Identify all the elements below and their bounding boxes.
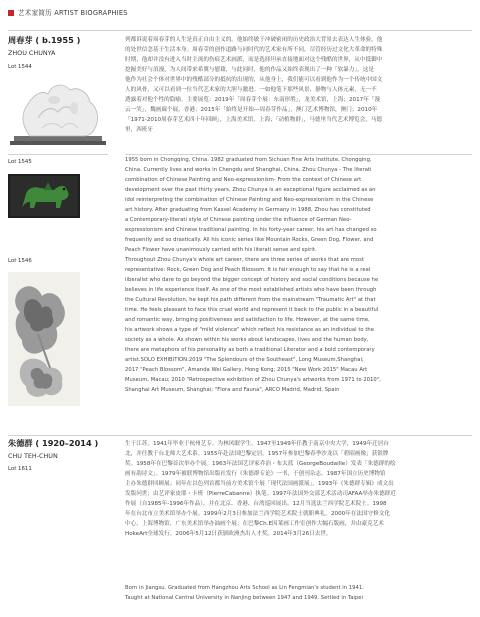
lot-label: Lot 1544: [8, 64, 32, 70]
lot-label: Lot 1546: [8, 258, 32, 264]
artist1-bio-en: 1955 born in Chongqing, China. 1982 graduated from Sichuan Fine Arts Institute, Chongqing, China. Currently lives and works in Chengdu and Shanghai, China. Zhou Chunya - The literati combination of Chinese Painting and Neo-expressionism- From the context of Chinese art development over the past thirty years, Zhou Chunya is an exceptional figure acclaimed as an idol reinterpreting the combination of Chinese Painting and Neo-expressionism in the Chinese art history. After graduating from Kassel Academy in Germany in 1988, Zhou has constituted a Contemporary-literati style of Chinese painting under the influence of German Neo- expressionism and Chinese traditional painting. In his forty-year career, his art has changed so frequently and so drastically. All his iconic series like Mountain Rocks, Green Dog, Flower, and Peach Flower have unanimously carried with his literati sense and spirit. Throughout Zhou Chunya's whole art career, there are three series of works that are most representative: Rock, Green Dog and Peach Blossom. It is fair enough to say that he is a real liberalist who dare to go beyond the bigger concept of history and social conditions because he believes in life experience itself. As one of the most established artists who have been through the Cultural Revolution, he kept his path different from the mainstream "Traumatic Art" at that time. He feels pleasant to face this cruel world and represent it back to the public in a beautiful and romantic way, bringing positiveness and satisfaction to life. However, at the same time, his artwork shows a type of "mild violence" which reflect his resistance as an individual to the society as a whole. As shown within his works about landscapes, lives and the human body, there are metaphors of his personality as both a traditional Literator and a bold contemporary artist.SOLO EXHIBITION:2019 "The Splendours of the Southeast", Long Museum,Shanghai; 2017 "Peach Blossom", Amanda Wei Gallery, Hong Kong; 2015 "New Work 2015" Macau Art Museum, Macau; 2010 "Retrospective exhibition of Zhou Chunya's artworks from 1971 to 2010", Shanghai Art Museum, Shanghai; "Flora and Fauna", ARCO Madrid, Madrid, Spain: [125, 157, 381, 393]
artist2-bio-zh: 生于江苏。1941年毕业于杭州艺专，为林风眠学生。1947至1949年任教于南京中央大学，1949年迁居台 北，并任教于台北师大艺术系。1955年赴法国巴黎定居。1957年参加巴黎春季沙龙以「碧昭画像」获银牌 奖。1958年在巴黎首次举办个展。1963年法国艺评家乔治・布太蓝（GeorgeBoudaille）发表「朱德群的绘 画有韵诗文」。1979年被联博物馆出版社发行《朱德群专论》一书，于创刊杂志。1987年国立历史博物馆 主办朱德群回顾展；同年在以色列首都当前方美术馆个展「现代法国画派展」。1993年《朱德群专辑》成文出 发版问世；由艺评家皮耶・卡班（PierreCabanne）执笔。1997年法国外交部艺术活动司AFAA举办朱德群近 作展（自1985年-1996年作品），并在北京、香港、台湾巡回展出。12月当选法兰西学院艺术院士。1998 年在台北市立美术馆举办个展。1999年2月3日参加法兰西学院艺术院士就职典礼。2000年在法国守修文化 中心，上海博物馆，广东美术馆举办油画个展；在巴黎Ch.E因莱画工作室创作大幅石版画，并由豪克艺术 HokeArt全球发行。2006年5月12日获颁欧洲杰出人才奖。2014年3月26日去世。: [125, 441, 396, 537]
artist1-name-zh: 周春芽 ( b.1955 ): [8, 35, 81, 45]
artist2-name-zh: 朱德群 ( 1920–2014 ): [8, 438, 99, 448]
artist2-top-rule: [8, 435, 472, 436]
artist2-heading: [8, 438, 106, 460]
lot-1545-artwork: [8, 174, 80, 218]
artist1-top-rule: [8, 30, 472, 31]
artist1-mid-rule: [8, 154, 108, 155]
artist2-name-en: CHU TEH-CHUN: [8, 452, 58, 460]
red-square-icon: [8, 10, 14, 16]
artist1-bio-zh: 列都诉说着周春芽的人生是真正自由主义的。他始终敏于冲破密闭的历史政治大背景去表达人生体验，他 的处世信念基于生活本身。周春芽的创作道路与同时代的艺术家有所不同，尽管经历过文化大革命的特殊 时期，他却并没有进入当时主流的伤痕艺术画派，而是选择坦承直接地面对这个残酷的世界，从中抵御中 挖掘美好与浪漫，为人间带来希冀与慰藉，与此同时，他的作品又始终表现出了一种「软暴力」，这是 他作为社会个体对世界中的残酷部分的抵抗的出现的，从他身上，我们能可以看到他作为一个传统中国文 人的风骨，又可以看到一位当代艺术家的大胆与激进。一如他笔下那些风景、静物与人体元素，无一不 透露着对他个性的隐喻。主要展览：2019年「周春芽个展：东南形胜」，龙美术馆，上海；2017年「漫 云一笑」，魏画廊个展，香港；2015年「始终是开始—周春芽作品」，澳门艺术博物馆，澳门；2010年 「1971-2010周春芽艺术四十年回顾」，上海美术馆，上海；「动植物群」，马德里当代艺术博览会，马德 里，西班牙: [125, 37, 383, 133]
artist1-heading: [8, 35, 106, 57]
lot-label: Lot 1545: [8, 159, 32, 165]
artist2-bio-en: Born in Jiangsu. Graduated from Hangzhou Arts School as Lin Fengmian's student in 1941. Taught at National Central University in Nanjing between 1947 and 1949. Settled in Taipei: [125, 585, 364, 601]
lot-1544-artwork: [8, 78, 108, 146]
page-header: [0, 0, 480, 30]
lot-label: Lot 1611: [8, 466, 32, 472]
section-title: 艺术家简历 ARTIST BIOGRAPHIES: [18, 9, 128, 17]
lot-1546-artwork: [8, 272, 80, 406]
artist1-name-en: ZHOU CHUNYA: [8, 49, 56, 57]
